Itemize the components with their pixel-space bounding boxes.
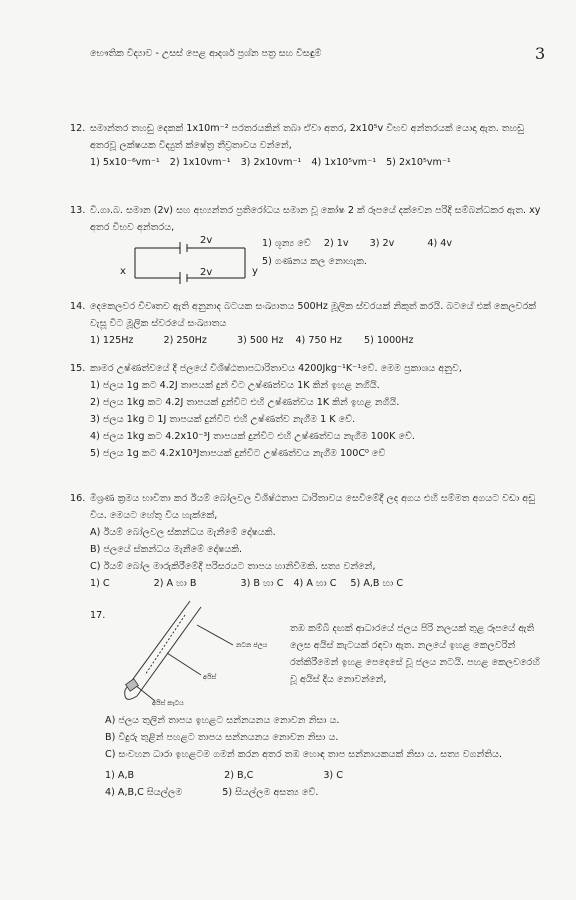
option: 4) A හා C <box>293 578 337 589</box>
option: 1) C <box>90 578 110 589</box>
q13-options-row <box>262 238 452 249</box>
question-12 <box>70 120 542 171</box>
option: 4) A,B,C සියල්ලම <box>105 787 183 798</box>
option: 4) 4v <box>427 238 453 249</box>
question-17 <box>290 620 540 688</box>
option: 2) B,C <box>224 770 254 781</box>
option: 4) 1x10⁵vm⁻¹ <box>311 157 377 168</box>
question-15 <box>70 360 542 462</box>
option: 5) ජලය 1g කට 4.2x10³Jතාපයක් දුන්විට උෂ්ණත්වය නැගීම 100C⁰ වේ <box>90 448 386 459</box>
option: 3) C <box>323 770 343 781</box>
question-text: තඹ කම්බි දඟක් ආධාරයේ ජලය පිරි නලයක් තුළ රූපයේ ඇති ලෙස අයිස් කැටයක් රඳවා ඇත. නලයේ ඉහළ කෙලවරින් රත්කිරීමෙන් ඉහළ පෙදෙසේ වූ ජලය නටයි. පහළ කෙලවරෙහි වූ අයිස් දිය නොවන්නේ, <box>290 623 540 685</box>
option: 4) ජලය 1kg කට 4.2x10⁻³J තාපයක් දුන්විට එහි උෂ්ණත්වය නැගීම 100K වේ. <box>90 431 415 442</box>
option: 3) ජලය 1kg ට 1J තාපයක් දුන්විට එහි උෂ්ණත්ව නැගීම 1 K වේ. <box>90 414 356 425</box>
option: 3) 500 Hz <box>236 335 284 346</box>
cell-top-label: 2v <box>200 235 213 246</box>
option: 2) A හා B <box>153 578 197 589</box>
question-text: මිශ්‍රණ ක්‍රමය භාවිතා කර ඊයම් බෝලවල විශිෂ්ඨතාප ධාරිතාවය සෙවීමේදී ලද අගය එහි සම්මත අගයට වඩා අඩු විය. මෙයට හේතු විය හැක්කේ, <box>90 493 536 521</box>
question-16 <box>70 490 542 592</box>
option: 1) ජලය 1g කට 4.2J තාපයක් දුන් විට උෂ්ණත්වය 1K කින් ඉහළ නගියි. <box>90 380 380 391</box>
statement: B) ජලයේ ස්කන්ධය මැනීමේ දෝෂයකි. <box>90 544 243 555</box>
x-label: x <box>120 266 126 277</box>
option: 2) ජලය 1kg කට 4.2J තාපයක් දුන්විට එහි උෂ්ණත්වය 1K කින් ඉහළ නගියි. <box>90 397 400 408</box>
option: 2) 250Hz <box>163 335 207 346</box>
statement: B) වීදුරු තුළින් පහළට තාපය සන්නයනය නොවන නිසා ය. <box>105 732 339 743</box>
y-label: y <box>252 266 258 277</box>
question-number: 16. <box>70 493 86 504</box>
question-number: 13. <box>70 205 86 216</box>
statement: C) සංවහන ධාරා ඉහළටම ගමන් කරන අතර තඹ හොඳ තාප සන්නායකයක් නිසා ය. සත්‍ය වගන්තිය. <box>105 749 503 760</box>
option: 5) සියල්ලම අසත්‍ය වේ. <box>222 787 319 798</box>
question-14 <box>70 298 542 349</box>
option: 5) 1000Hz <box>363 335 414 346</box>
option: 1) ශූන්‍ය වේ <box>262 238 311 249</box>
page-header: භෞතික විද්‍යාව - උසස් පෙළ ආදර්ශ ප්‍රශ්න පත්‍ර සහ විසඳුම් <box>90 48 322 59</box>
options-row <box>90 575 542 592</box>
option: 5) 2x10⁵vm⁻¹ <box>386 157 451 168</box>
test-tube-figure <box>105 595 275 715</box>
question-13 <box>70 202 542 236</box>
options-row <box>90 332 542 349</box>
statement: A) ඊයම් බෝලවල ස්කන්ධය මැනීමේ දෝෂයකි. <box>90 527 276 538</box>
figure-label-top: නටන ජලය <box>236 641 268 649</box>
option: 2) 1x10vm⁻¹ <box>169 157 231 168</box>
option: 3) B හා C <box>240 578 284 589</box>
figure-label-mid: අයිස් <box>203 673 217 681</box>
option: 5) ගණනය කල නොහැක. <box>262 256 367 267</box>
option: 1) 5x10⁻⁶vm⁻¹ <box>90 157 160 168</box>
question-number: 14. <box>70 301 86 312</box>
question-number: 17. <box>90 610 106 621</box>
question-17-statements <box>105 712 541 801</box>
circuit-diagram <box>115 238 275 288</box>
option: 3) 2v <box>369 238 395 249</box>
option: 4) 750 Hz <box>295 335 342 346</box>
question-text: වි.ගා.බ. සමාන (2v) සහ අභ්‍යන්තර ප්‍රතිරෝධය සමාන වූ කෝෂ 2 ක් රූපයේ දක්වෙන පරිදි සම්බන්ධකර ඇත. xy අතර විභව අන්තරය, <box>90 205 541 233</box>
statement: C) ඊයම් බෝල මාරුකිරීමේදී පරිසරයට තාපය හානිවීමකි. සත්‍ය වන්නේ, <box>90 561 376 572</box>
option: 1) 125Hz <box>90 335 134 346</box>
statement: A) ජලය තුලින් තාපය ඉහළට සන්නයනය නොවන නිසා ය. <box>105 715 340 726</box>
question-number: 15. <box>70 363 86 374</box>
question-number: 12. <box>70 123 86 134</box>
cell-bottom-label: 2v <box>200 267 213 278</box>
question-text: දෙකෙලවර විවෘතව ඇති අනුනාද බටයක සංඛ්‍යාතය 500Hz මූලික ස්වරයක් නිකුත් කරයි. බටයේ එක් කෙලවරක් වැසූ විට මූලික ස්වරයේ සංඛ්‍යාතය <box>90 301 537 329</box>
option: 1) A,B <box>105 770 135 781</box>
question-text: කාමර උෂ්ණත්වයේ දී ජලයේ විශිෂ්ඨතාපධාරිතාවය 4200Jkg⁻¹K⁻¹වේ. මෙම ප්‍රකාශය අනුව, <box>90 363 462 374</box>
figure-label-bottom: අයිස් කැටය <box>152 699 184 707</box>
option: 5) A,B හා C <box>350 578 404 589</box>
page-number: 3 <box>535 44 546 63</box>
option: 3) 2x10vm⁻¹ <box>240 157 302 168</box>
options-row <box>105 784 541 801</box>
options-row <box>105 767 541 784</box>
option: 2) 1v <box>323 238 349 249</box>
options-row <box>90 154 542 171</box>
question-text: සමාන්තර තහඩු දෙකක් 1x10m⁻² පරතරයකින් තබා ඒවා අතර, 2x10⁵v විභව අන්තරයක් යොදා ඇත. තහඩු අතරවූ ලක්ෂයක විද්‍යුත් ක්ෂේත්‍ර තීව්‍රතාවය වන්නේ, <box>90 123 525 151</box>
